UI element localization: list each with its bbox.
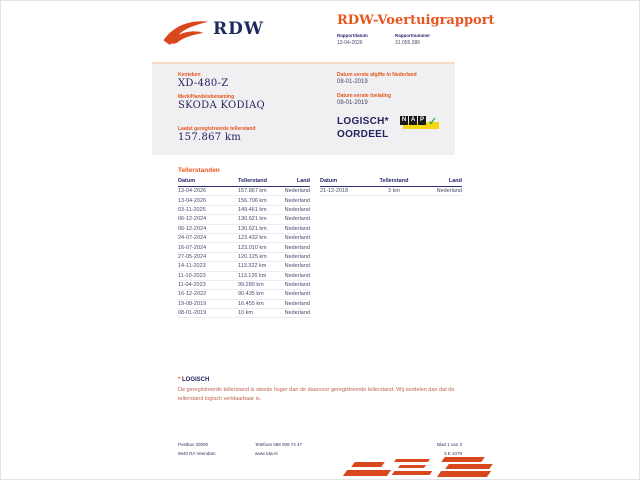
afgifte-value: 08-01-2019 bbox=[337, 79, 368, 85]
table-cell: Nederland bbox=[284, 188, 310, 195]
rdw-logo-text: RDW bbox=[213, 19, 264, 39]
nap-logo bbox=[400, 116, 446, 131]
table-cell: Nederland bbox=[284, 244, 310, 251]
table-row bbox=[178, 225, 310, 234]
laatste-tellerstand-value: 157.867 km bbox=[178, 132, 242, 143]
footnote-heading-text: LOGISCH bbox=[182, 377, 210, 383]
toelating-value: 08-01-2019 bbox=[337, 100, 368, 106]
table-cell: Nederland bbox=[284, 291, 310, 298]
toelating-label: Datum eerste toelating bbox=[337, 93, 391, 99]
table-cell: 130.621 km bbox=[238, 216, 267, 223]
table-cell: 06-12-2024 bbox=[178, 225, 207, 232]
table-cell: 113.126 km bbox=[238, 272, 267, 279]
footer-form-code: 3 E 1079 bbox=[443, 451, 462, 456]
table-cell: Nederland bbox=[284, 225, 310, 232]
table-row bbox=[178, 234, 310, 243]
footnote-text: De geregistreerde tellerstand is steeds hoger dan de daarvoor geregistreerde tellerstand. Wij oordelen dan dat de tellerstand logisch verklaarbaar is. bbox=[178, 387, 455, 402]
tellerstanden-table-left bbox=[178, 178, 310, 318]
table-cell: 156.706 km bbox=[238, 197, 267, 204]
column-header-tellerstand: Tellerstand bbox=[379, 178, 409, 184]
table-cell: 19-08-2019 bbox=[178, 300, 207, 307]
footer-address-line2: 9640 RA Veendam bbox=[178, 451, 216, 456]
table-row bbox=[178, 272, 310, 281]
table-row bbox=[178, 290, 310, 299]
table-cell: Nederland bbox=[284, 216, 310, 223]
table-cell: Nederland bbox=[436, 188, 462, 195]
table-row bbox=[178, 215, 310, 224]
vehicle-summary-panel bbox=[152, 62, 455, 155]
table-row bbox=[178, 187, 310, 196]
report-date-value: 13-04-2026 bbox=[337, 40, 363, 46]
table-cell: 24-07-2024 bbox=[178, 235, 207, 242]
footer-phone: Telefoon 088 008 74 47 bbox=[255, 442, 303, 447]
table-cell: 113.322 km bbox=[238, 263, 267, 270]
table-cell: 11-10-2023 bbox=[178, 272, 206, 279]
footer-website: www.rdw.nl bbox=[255, 451, 278, 456]
table-cell: 21-12-2018 bbox=[320, 188, 349, 195]
report-title: RDW-Voertuigrapport bbox=[337, 13, 495, 28]
table-cell: Nederland bbox=[284, 235, 310, 242]
table-row bbox=[178, 196, 310, 205]
table-cell: 11-04-2023 bbox=[178, 282, 206, 289]
footnote-star: * bbox=[178, 377, 181, 383]
table-cell: Nederland bbox=[284, 300, 310, 307]
oordeel-line1: LOGISCH* bbox=[337, 116, 389, 127]
kenteken-value: XD-480-Z bbox=[178, 78, 229, 89]
table-cell: Nederland bbox=[284, 310, 310, 317]
table-row bbox=[320, 187, 462, 196]
table-cell: 149.461 km bbox=[238, 206, 267, 213]
table-row bbox=[178, 253, 310, 262]
afgifte-label: Datum eerste afgifte in Nederland bbox=[337, 72, 417, 78]
table-cell: Nederland bbox=[284, 253, 310, 260]
table-cell: 13-04-2026 bbox=[178, 188, 207, 195]
column-header-land: Land bbox=[448, 178, 462, 184]
nap-letter-a: A bbox=[410, 117, 416, 123]
nap-letter-n: N bbox=[401, 117, 407, 123]
footnote-heading bbox=[178, 377, 470, 383]
table-cell: 10 km bbox=[238, 310, 253, 317]
column-header-datum: Datum bbox=[178, 178, 196, 184]
table-cell: 16.455 km bbox=[238, 300, 264, 307]
table-row bbox=[178, 206, 310, 215]
table-cell: 16-12-2022 bbox=[178, 291, 207, 298]
table-cell: 06-12-2024 bbox=[178, 216, 207, 223]
rdw-logo-icon bbox=[162, 17, 210, 49]
laatste-tellerstand-label: Laatst geregistreerde tellerstand bbox=[178, 126, 256, 132]
table-header-row bbox=[320, 178, 462, 187]
table-cell: 08-01-2019 bbox=[178, 310, 207, 317]
table-row bbox=[178, 243, 310, 252]
table-cell: 123.432 km bbox=[238, 235, 267, 242]
table-cell: Nederland bbox=[284, 272, 310, 279]
table-cell: Nederland bbox=[284, 197, 310, 204]
footer-address-line1: Postbus 30000 bbox=[178, 442, 209, 447]
tellerstanden-table-right bbox=[320, 178, 462, 196]
table-cell: 130.621 km bbox=[238, 225, 267, 232]
table-header-row bbox=[178, 178, 310, 187]
oordeel-verdict bbox=[337, 115, 389, 141]
table-row bbox=[178, 262, 310, 271]
merk-label: Merk/Handelsbenaming bbox=[178, 94, 235, 100]
table-cell: 16-07-2024 bbox=[178, 244, 207, 251]
table-cell: 120.125 km bbox=[238, 253, 267, 260]
table-cell: 123.010 km bbox=[238, 244, 267, 251]
report-date-label: Rapportdatum bbox=[337, 33, 368, 38]
checkmark-icon: ✓ bbox=[428, 116, 438, 128]
footer-address bbox=[178, 440, 216, 458]
table-cell: 03-11-2025 bbox=[178, 206, 206, 213]
table-cell: Nederland bbox=[284, 263, 310, 270]
nap-letter-p: P bbox=[419, 117, 424, 123]
column-header-tellerstand: Tellerstand bbox=[238, 178, 267, 184]
table-row bbox=[178, 309, 310, 318]
report-number-label: Rapportnummer bbox=[395, 33, 431, 38]
table-cell: 14-11-2023 bbox=[178, 263, 206, 270]
table-cell: 99.280 km bbox=[238, 282, 264, 289]
table-cell: 157.867 km bbox=[238, 188, 267, 195]
table-body bbox=[178, 187, 310, 318]
rdw-stripes-graphic-icon bbox=[343, 455, 498, 480]
table-row bbox=[178, 281, 310, 290]
logisch-footnote bbox=[178, 377, 470, 403]
table-row bbox=[178, 300, 310, 309]
kenteken-label: Kenteken bbox=[178, 72, 201, 78]
table-cell: Nederland bbox=[284, 282, 310, 289]
table-cell: 3 km bbox=[388, 188, 400, 195]
oordeel-line2: OORDEEL bbox=[337, 129, 389, 140]
table-cell: 90.435 km bbox=[238, 291, 264, 298]
footer-contact bbox=[255, 440, 302, 458]
column-header-datum: Datum bbox=[320, 178, 338, 184]
column-header-land: Land bbox=[296, 178, 310, 184]
table-body bbox=[320, 187, 462, 196]
merk-value: SKODA KODIAQ bbox=[178, 100, 266, 111]
footer-page-number: Blad 1 van 3 bbox=[436, 442, 462, 447]
report-number-value: 31.055.386 bbox=[395, 40, 421, 46]
tellerstanden-title: Tellerstanden bbox=[178, 167, 220, 174]
table-cell: 13-04-2026 bbox=[178, 197, 207, 204]
table-cell: 27-05-2024 bbox=[178, 253, 207, 260]
table-cell: Nederland bbox=[284, 206, 310, 213]
